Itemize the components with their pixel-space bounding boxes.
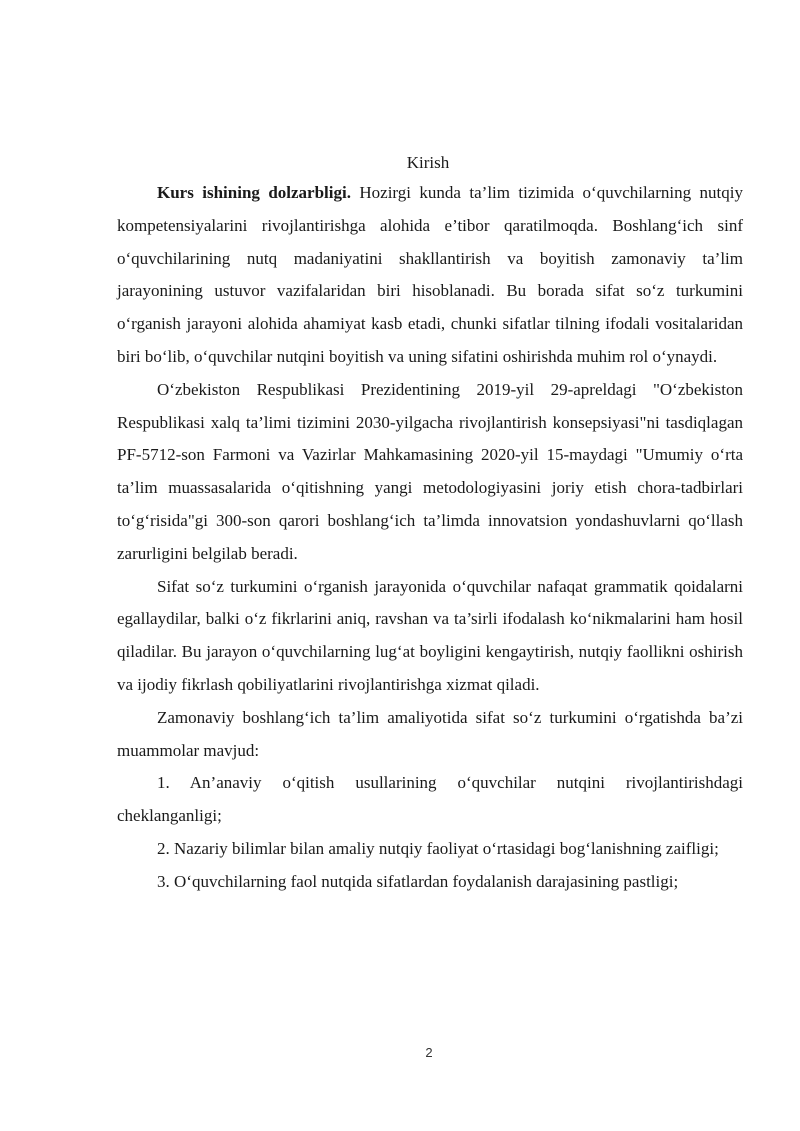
paragraph-problems: Zamonaviy boshlang‘ich ta’lim amaliyotida sifat so‘z turkumini o‘rgatishda ba’zi muammolar mavjud:: [117, 707, 743, 760]
paragraph-learning: Sifat so‘z turkumini o‘rganish jarayonida o‘quvchilar nafaqat grammatik qoidalarni egallaydilar, balki o‘z fikrlarini aniq, ravshan va ta’sirli ifodalash ko‘nikmalarini ham hosil qiladilar. Bu jarayon o‘quvchilarning lug‘at boyligini kengaytirish, nutqiy faollikni oshirish va ijodiy fikrlash qobiliyatlarini rivojlantirishga xizmat qiladi.: [117, 576, 743, 694]
document-body: [117, 177, 743, 899]
paragraph-lead: Kurs ishining dolzarbligi.: [157, 183, 351, 202]
list-item: 2. Nazariy bilimlar bilan amaliy nutqiy faoliyat o‘rtasidagi bog‘lanishning zaifligi;: [157, 838, 719, 858]
paragraph-text: Hozirgi kunda ta’lim tizimida o‘quvchilarning nutqiy kompetensiyalarini rivojlantirishga alohida e’tibor qaratilmoqda. Boshlang‘ich sinf o‘quvchilarining nutq madaniyatini shakllantirish va boyitish zamonaviy ta’lim jarayonining ustuvor vazifalaridan biri hisoblanadi. Bu borada sifat so‘z turkumini o‘rganish jarayoni alohida ahamiyat kasb etadi, chunki sifatlar tilning ifodali vositalaridan biri bo‘lib, o‘quvchilar nutqini boyitish va uning sifatini oshirishda muhim rol o‘ynaydi.: [117, 183, 743, 366]
paragraph-relevance: [117, 177, 743, 374]
page-number: 2: [425, 1045, 433, 1060]
section-title: Kirish: [406, 153, 450, 172]
list-item: 3. O‘quvchilarning faol nutqida sifatlardan foydalanish darajasining pastligi;: [157, 871, 679, 891]
list-item: 1. An’anaviy o‘qitish usullarining o‘quvchilar nutqini rivojlantirishdagi cheklanganligi;: [117, 773, 743, 826]
paragraph-decree: O‘zbekiston Respublikasi Prezidentining 2019-yil 29-apreldagi "O‘zbekiston Respublikasi xalq ta’limi tizimini 2030-yilgacha rivojlantirish konsepsiyasi"ni tasdiqlagan PF-5712-son Farmoni va Vazirlar Mahkamasining 2020-yil 15-maydagi "Umumiy o‘rta ta’lim muassasalarida o‘qitishning yangi metodologiyasini joriy etish chora-tadbirlari to‘g‘risida"gi 300-son qarori boshlang‘ich ta’limda innovatsion yondashuvlarni qo‘llash zarurligini belgilab beradi.: [117, 379, 743, 563]
